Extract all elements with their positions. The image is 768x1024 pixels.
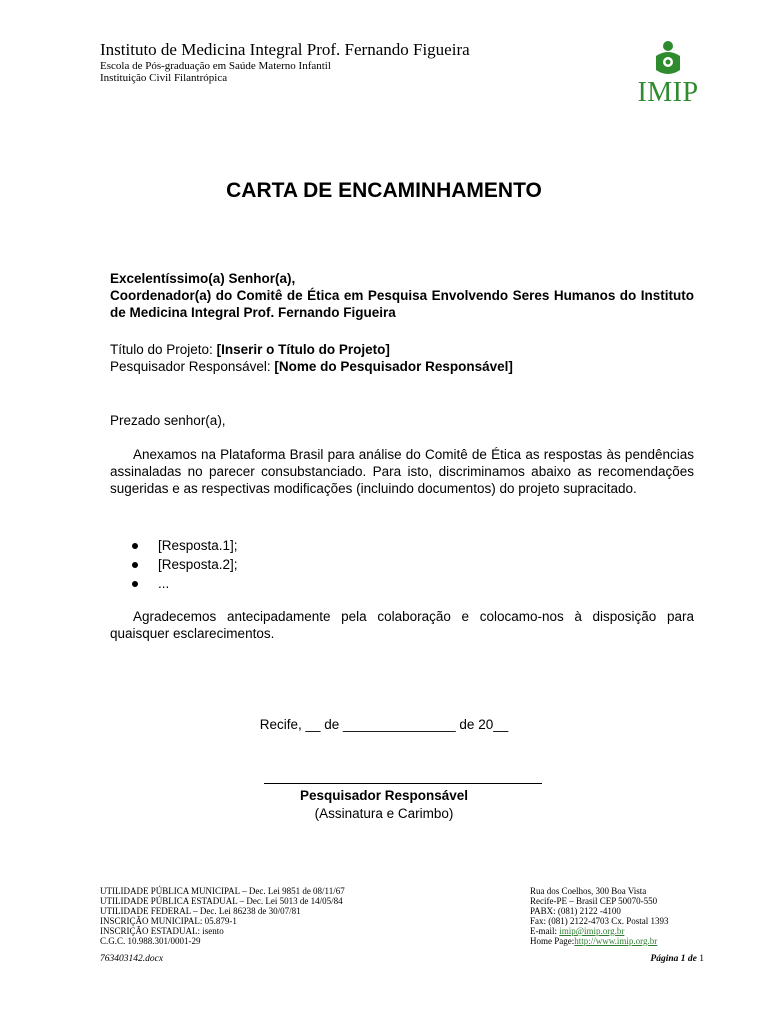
- list-item: [130, 574, 238, 593]
- email-link[interactable]: imip@imip.org.br: [559, 926, 625, 936]
- page-current: 1: [680, 954, 686, 964]
- paragraph-2: Agradecemos antecipadamente pela colaboração e colocamo-nos à disposição para quaisquer esclarecimentos.: [110, 609, 694, 641]
- bullet-icon: [132, 581, 138, 587]
- letterhead: [100, 40, 470, 84]
- project-researcher-value: [Nome do Pesquisador Responsável]: [274, 359, 513, 374]
- institution-type: Instituição Civil Filantrópica: [100, 72, 228, 84]
- institution-name: Instituto de Medicina Integral Prof. Fernando Figueira: [100, 40, 470, 59]
- page-of: de: [687, 954, 697, 964]
- paragraph-1: Anexamos na Plataforma Brasil para análise do Comitê de Ética as respostas às pendências assinaladas no parecer consubstanciado. Para isto, discriminamos abaixo as recomendações sugeridas e as respectivas modificações (incluindo documentos) do projeto supracitado.: [110, 447, 694, 496]
- homepage-link[interactable]: http://www.imip.org.br: [574, 936, 658, 946]
- date-line: Recife, __ de _______________ de 20__: [259, 717, 509, 732]
- page-label: Página: [650, 954, 679, 964]
- list-item-text: [Resposta.1];: [158, 538, 238, 553]
- footer-line: INSCRIÇÃO MUNICIPAL: 05.879-1: [100, 916, 237, 926]
- project-title-label: Título do Projeto:: [110, 342, 213, 357]
- footer-address: Rua dos Coelhos, 300 Boa Vista: [530, 886, 647, 896]
- greeting: Prezado senhor(a),: [110, 413, 226, 428]
- footer-city: Recife-PE – Brasil CEP 50070-550: [530, 896, 658, 906]
- salutation: [110, 270, 694, 321]
- footer-pabx: PABX: (081) 2122 -4100: [530, 906, 621, 916]
- homepage-label: Home Page:: [530, 936, 575, 946]
- signature-line: [264, 783, 542, 784]
- list-item-text: [Resposta.2];: [158, 557, 238, 572]
- project-researcher-label: Pesquisador Responsável:: [110, 359, 271, 374]
- bullet-icon: [132, 543, 138, 549]
- footer-homepage-row: [530, 936, 669, 946]
- footer-fax: Fax: (081) 2122-4703 Cx. Postal 1393: [530, 916, 669, 926]
- footer-contact-info: [530, 886, 669, 946]
- footer-legal-info: [100, 886, 345, 946]
- salutation-line1: Excelentíssimo(a) Senhor(a),: [110, 271, 296, 286]
- list-item: [130, 536, 238, 555]
- project-title-row: [110, 341, 694, 358]
- footer-line: INSCRIÇÃO ESTADUAL: isento: [100, 926, 224, 936]
- response-list: [130, 536, 238, 593]
- project-info: [110, 341, 694, 375]
- footer-line: UTILIDADE PÚBLICA MUNICIPAL – Dec. Lei 9851 de 08/11/67: [100, 886, 345, 896]
- list-item-text: ...: [158, 576, 170, 591]
- page-total: 1: [699, 954, 704, 964]
- imip-logo-icon: [630, 40, 706, 80]
- project-researcher-row: [110, 358, 694, 375]
- footer-line: UTILIDADE FEDERAL – Dec. Lei 86238 de 30/07/81: [100, 906, 301, 916]
- salutation-line2: Coordenador(a) do Comitê de Ética em Pesquisa Envolvendo Seres Humanos do Instituto de Medicina Integral Prof. Fernando Figueira: [110, 288, 694, 320]
- file-name: 763403142.docx: [100, 954, 164, 964]
- letter-title: CARTA DE ENCAMINHAMENTO: [226, 179, 542, 202]
- signature-name: Pesquisador Responsável: [299, 788, 469, 803]
- school-name: Escola de Pós-graduação em Saúde Materno Infantil: [100, 60, 331, 72]
- logo-text: IMIP: [637, 77, 699, 108]
- list-item: [130, 555, 238, 574]
- project-title-value: [Inserir o Título do Projeto]: [216, 342, 390, 357]
- imip-logo: [630, 40, 706, 106]
- footer-email-row: [530, 926, 669, 936]
- bullet-icon: [132, 562, 138, 568]
- page-number: [650, 954, 704, 964]
- signature-note: (Assinatura e Carimbo): [314, 806, 454, 821]
- footer-line: UTILIDADE PÚBLICA ESTADUAL – Dec. Lei 5013 de 14/05/84: [100, 896, 343, 906]
- footer-line: C.G.C. 10.988.301/0001-29: [100, 936, 201, 946]
- email-label: E-mail:: [530, 926, 557, 936]
